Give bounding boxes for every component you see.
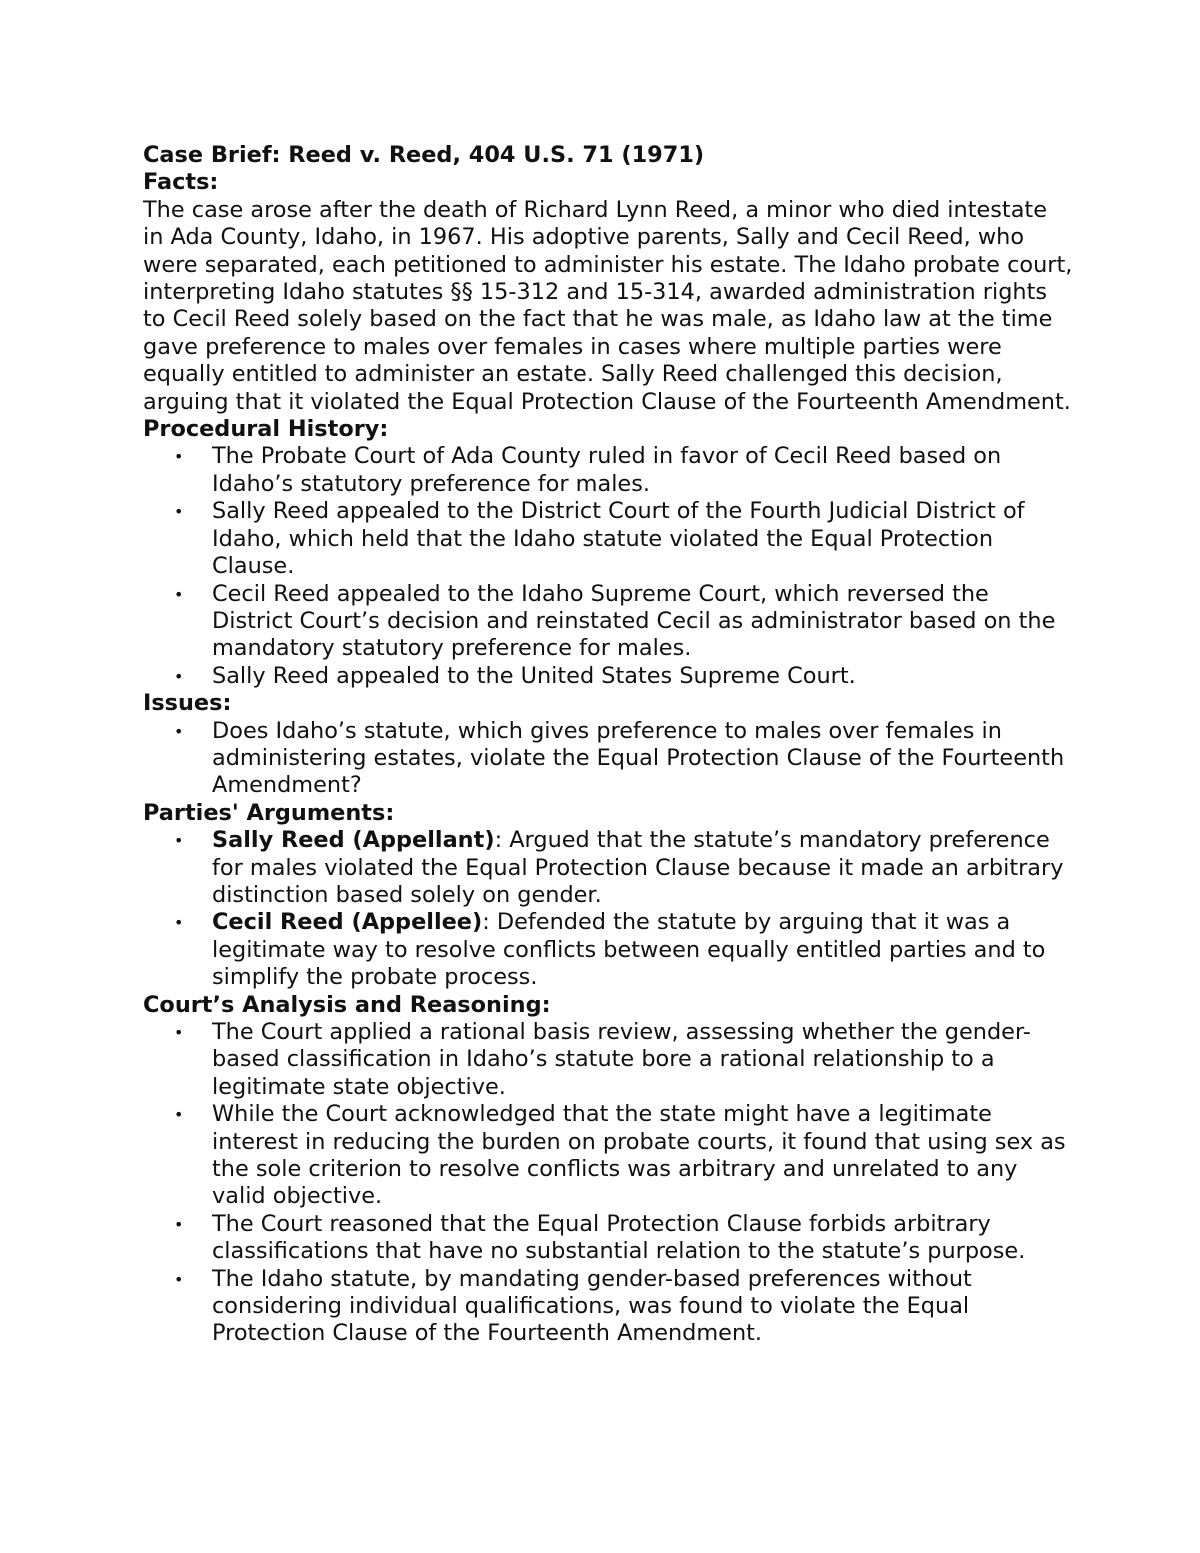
- procedural-history-heading: Procedural History:: [143, 416, 389, 443]
- argument-text: : Defended the statute by arguing that it was a legitimate way to resolve conflicts between equally entitled parties and to simplify the probate process.: [212, 909, 1046, 991]
- list-item: [143, 1019, 1073, 1101]
- facts-heading: Facts:: [143, 169, 219, 196]
- document-title: Case Brief: Reed v. Reed, 404 U.S. 71 (1971): [143, 142, 705, 168]
- bullet-icon: •: [174, 913, 184, 933]
- bullet-icon: •: [174, 1023, 184, 1042]
- list-item: [143, 1266, 1073, 1348]
- list-item-text: Sally Reed appealed to the United States Supreme Court.: [212, 662, 856, 689]
- list-item-text: Sally Reed appealed to the District Court of the Fourth Judicial District of Idaho, which held that the Idaho statute violated the Equal Protection Clause.: [212, 498, 1025, 580]
- bullet-icon: •: [174, 502, 184, 522]
- list-item: [143, 498, 1073, 580]
- bullet-icon: •: [174, 1105, 184, 1125]
- party-name: Cecil Reed (Appellee): [212, 909, 483, 936]
- analysis-list: [143, 1019, 1073, 1348]
- argument-text: : Argued that the statute’s mandatory preference for males violated the Equal Protection Clause because it made an arbitrary distinction based solely on gender.: [212, 827, 1064, 908]
- bullet-icon: •: [174, 721, 184, 741]
- list-item: [143, 663, 1073, 690]
- list-item: [143, 718, 1073, 800]
- procedural-history-list: [143, 443, 1073, 690]
- list-item-text: The Idaho statute, by mandating gender-based preferences without considering individual qualifications, was found to violate the Equal Protection Clause of the Fourteenth Amendment.: [212, 1265, 972, 1347]
- list-item: [143, 909, 1073, 991]
- bullet-icon: •: [174, 1214, 184, 1234]
- bullet-icon: •: [174, 447, 184, 467]
- list-item-text: While the Court acknowledged that the state might have a legitimate interest in reducing the burden on probate courts, it found that using sex as the sole criterion to resolve conflicts was arbitrary and unrelated to any valid objective.: [212, 1101, 1066, 1210]
- document-page: [143, 142, 1073, 1348]
- list-item: [143, 1211, 1073, 1266]
- facts-text: The case arose after the death of Richard Lynn Reed, a minor who died intestate in Ada County, Idaho, in 1967. His adoptive parents, Sally and Cecil Reed, who were separated, each petitioned to administer his estate. The Idaho probate court, interpreting Idaho statutes §§ 15-312 and 15-314, awarded administration rights to Cecil Reed solely based on the fact that he was male, as Idaho law at the time gave preference to males over females in cases where multiple parties were equally entitled to administer an estate. Sally Reed challenged this decision, arguing that it violated the Equal Protection Clause of the Fourteenth Amendment.: [143, 196, 1073, 415]
- bullet-icon: •: [174, 666, 184, 686]
- list-item-text: The Court applied a rational basis review, assessing whether the gender-based classification in Idaho’s statute bore a rational relationship to a legitimate state objective.: [212, 1019, 1031, 1100]
- bullet-icon: •: [174, 584, 184, 604]
- list-item-text: The Probate Court of Ada County ruled in favor of Cecil Reed based on Idaho’s statutory preference for males.: [212, 443, 1002, 497]
- party-name: Sally Reed (Appellant): [212, 827, 495, 854]
- list-item: [143, 827, 1073, 909]
- list-item: [143, 443, 1073, 498]
- arguments-list: [143, 827, 1073, 991]
- list-item: [143, 1101, 1073, 1211]
- arguments-heading: Parties' Arguments:: [143, 799, 395, 826]
- analysis-heading: Court’s Analysis and Reasoning:: [143, 991, 551, 1018]
- list-item-text: Cecil Reed appealed to the Idaho Supreme Court, which reversed the District Court’s decision and reinstated Cecil as administrator based on the mandatory statutory preference for males.: [212, 580, 1056, 662]
- list-item: [143, 581, 1073, 663]
- bullet-icon: •: [174, 1269, 184, 1289]
- issues-list: [143, 718, 1073, 800]
- issues-heading: Issues:: [143, 690, 232, 717]
- list-item-text: Does Idaho’s statute, which gives preference to males over females in administering estates, violate the Equal Protection Clause of the Fourteenth Amendment?: [212, 717, 1065, 799]
- list-item-text: The Court reasoned that the Equal Protection Clause forbids arbitrary classifications that have no substantial relation to the statute’s purpose.: [212, 1210, 1026, 1265]
- bullet-icon: •: [174, 831, 184, 851]
